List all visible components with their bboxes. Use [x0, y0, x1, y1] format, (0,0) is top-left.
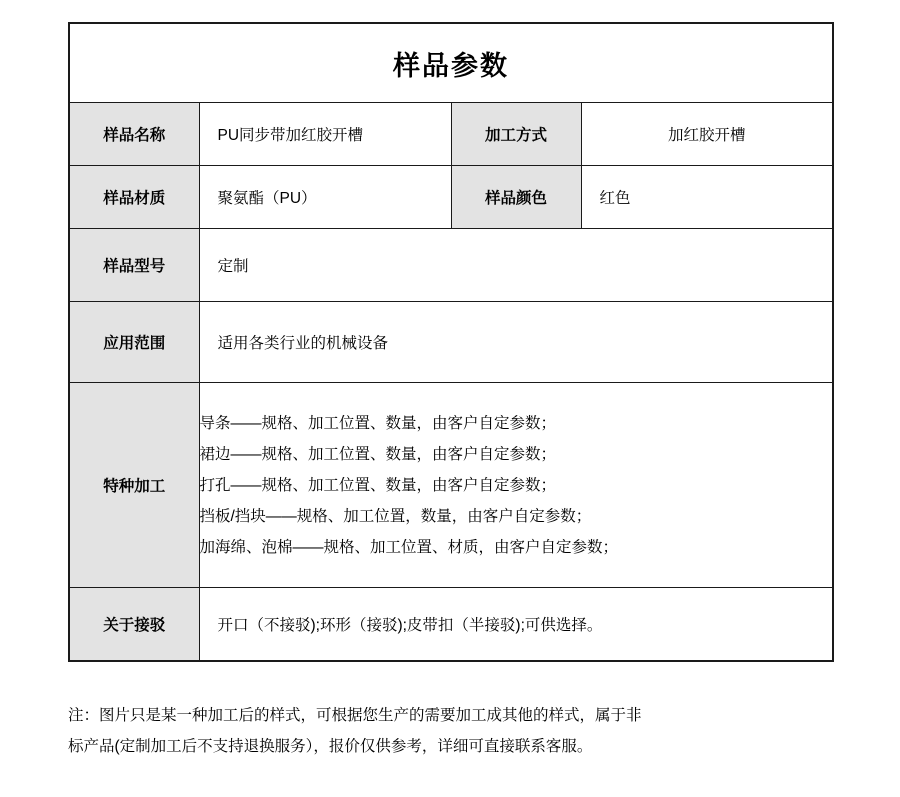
value-sample-material: 聚氨酯（PU）	[199, 166, 451, 229]
table-row	[69, 166, 833, 229]
value-special-processing	[199, 383, 833, 588]
label-special-processing: 特种加工	[69, 383, 199, 588]
value-application-scope: 适用各类行业的机械设备	[199, 302, 833, 383]
table-row	[69, 229, 833, 302]
value-sample-name: PU同步带加红胶开槽	[199, 103, 451, 166]
label-sample-material: 样品材质	[69, 166, 199, 229]
table-row	[69, 588, 833, 662]
note-line: 注：图片只是某一种加工后的样式，可根据您生产的需要加工成其他的样式，属于非	[68, 707, 642, 724]
value-about-joint: 开口（不接驳);环形（接驳);皮带扣（半接驳);可供选择。	[199, 588, 833, 662]
special-line: 裙边——规格、加工位置、数量，由客户自定参数；	[199, 445, 557, 463]
value-sample-model: 定制	[199, 229, 833, 302]
label-about-joint: 关于接驳	[69, 588, 199, 662]
table-row	[69, 103, 833, 166]
special-line: 挡板/挡块——规格、加工位置，数量，由客户自定参数；	[199, 507, 592, 525]
table-row-title	[69, 23, 833, 103]
label-sample-color: 样品颜色	[451, 166, 581, 229]
label-application-scope: 应用范围	[69, 302, 199, 383]
label-sample-model: 样品型号	[69, 229, 199, 302]
special-line: 导条——规格、加工位置、数量，由客户自定参数；	[199, 414, 557, 432]
table-row	[69, 383, 833, 588]
special-line: 加海绵、泡棉——规格、加工位置、材质，由客户自定参数；	[199, 538, 619, 556]
sample-parameter-table	[68, 22, 834, 662]
special-line: 打孔——规格、加工位置、数量，由客户自定参数；	[199, 476, 557, 494]
value-sample-color: 红色	[581, 166, 833, 229]
note-line: 标产品(定制加工后不支持退换服务），报价仅供参考，详细可直接联系客服。	[68, 738, 593, 755]
label-sample-name: 样品名称	[69, 103, 199, 166]
value-process-method: 加红胶开槽	[581, 103, 833, 166]
table-row	[69, 302, 833, 383]
label-process-method: 加工方式	[451, 103, 581, 166]
footer-note	[68, 700, 836, 762]
table-title: 样品参数	[69, 23, 833, 103]
